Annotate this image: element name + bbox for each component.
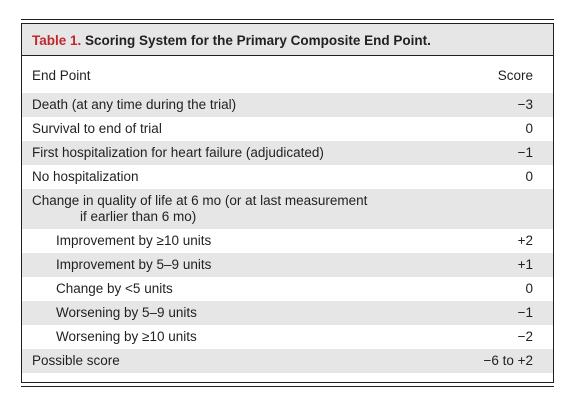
table-label: Table 1. bbox=[32, 33, 82, 48]
row-end-point-line-2: if earlier than 6 mo) bbox=[80, 209, 197, 224]
row-end-point bbox=[32, 193, 367, 225]
table-title: Scoring System for the Primary Composite End Point. bbox=[85, 33, 431, 48]
row-score: 0 bbox=[525, 169, 533, 184]
table-row bbox=[22, 277, 553, 301]
table-header-row bbox=[22, 64, 553, 87]
table-caption bbox=[22, 24, 553, 56]
row-score: +1 bbox=[517, 257, 533, 272]
table-row bbox=[22, 141, 553, 165]
row-score: −1 bbox=[517, 145, 533, 160]
column-header-score: Score bbox=[497, 68, 533, 83]
row-end-point: Death (at any time during the trial) bbox=[32, 97, 237, 112]
table-container bbox=[21, 23, 554, 383]
row-end-point: Worsening by ≥10 units bbox=[56, 329, 197, 344]
column-header-end-point: End Point bbox=[32, 68, 91, 83]
row-score: −6 to +2 bbox=[483, 353, 533, 368]
table-row bbox=[22, 325, 553, 349]
row-end-point: Improvement by ≥10 units bbox=[56, 233, 212, 248]
row-score: −2 bbox=[517, 329, 533, 344]
table-row bbox=[22, 253, 553, 277]
row-end-point: Possible score bbox=[32, 353, 120, 368]
table-row bbox=[22, 93, 553, 117]
table-row bbox=[22, 301, 553, 325]
row-end-point: Improvement by 5–9 units bbox=[56, 257, 212, 272]
table-row bbox=[22, 117, 553, 141]
row-end-point: First hospitalization for heart failure (adjudicated) bbox=[32, 145, 324, 160]
row-end-point: Survival to end of trial bbox=[32, 121, 162, 136]
row-end-point: No hospitalization bbox=[32, 169, 139, 184]
table-body bbox=[22, 93, 553, 373]
row-score: −1 bbox=[517, 305, 533, 320]
row-score: +2 bbox=[517, 233, 533, 248]
table-row bbox=[22, 229, 553, 253]
row-score: −3 bbox=[517, 97, 533, 112]
table-frame bbox=[21, 19, 554, 387]
row-end-point: Change by <5 units bbox=[56, 281, 173, 296]
row-score: 0 bbox=[525, 121, 533, 136]
row-end-point: Worsening by 5–9 units bbox=[56, 305, 197, 320]
table-row bbox=[22, 189, 553, 229]
table-row bbox=[22, 165, 553, 189]
table-row bbox=[22, 349, 553, 373]
row-score: 0 bbox=[525, 281, 533, 296]
row-end-point-line-1: Change in quality of life at 6 mo (or at last measurement bbox=[32, 193, 368, 208]
